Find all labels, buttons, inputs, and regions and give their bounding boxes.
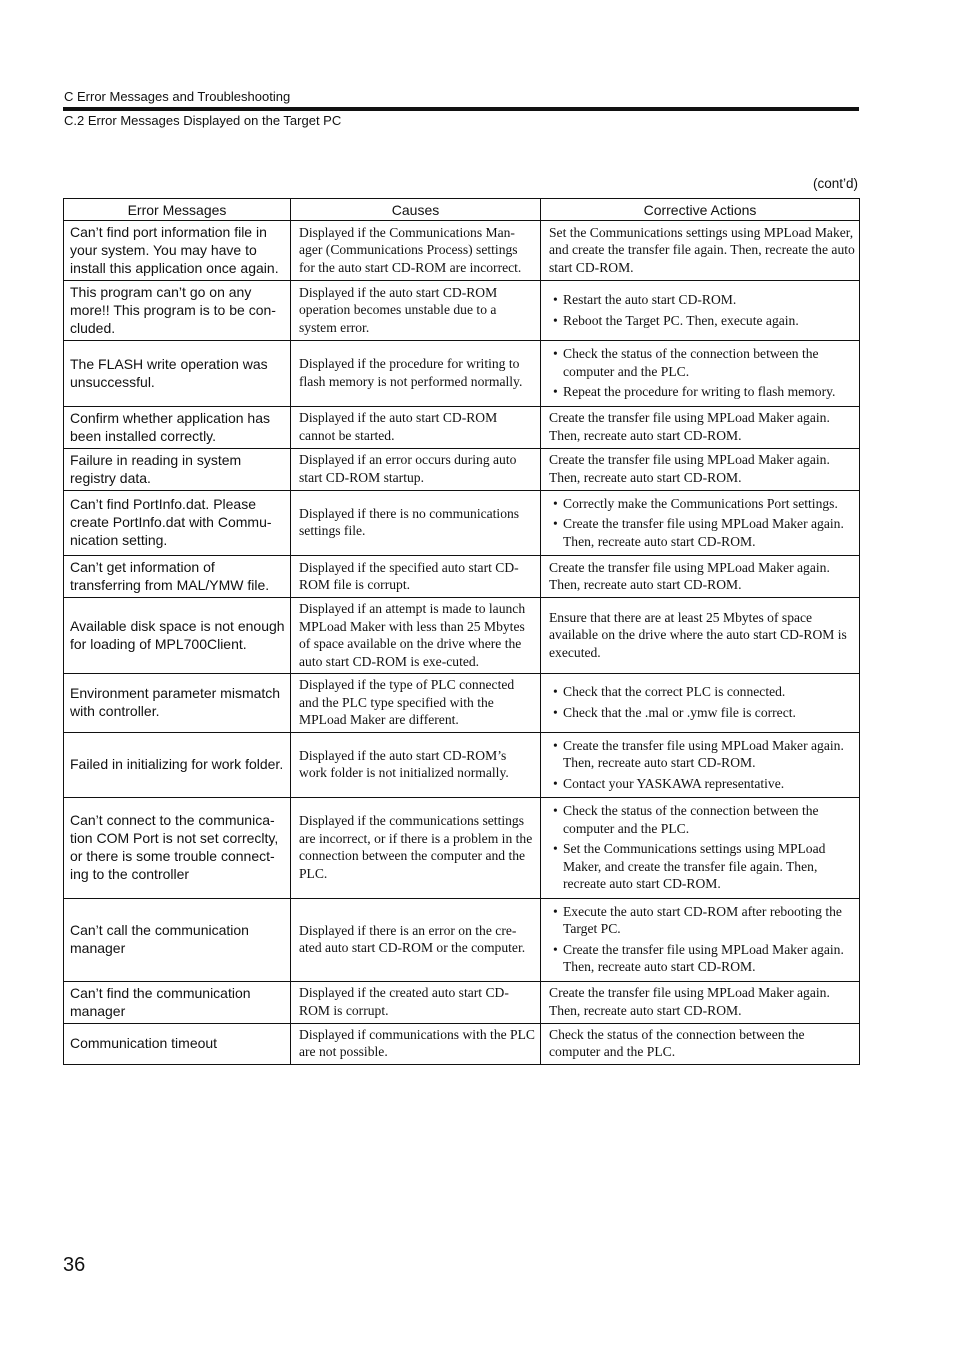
action-list-item: • Restart the auto start CD-ROM. [549,291,855,309]
table-row [64,674,860,733]
column-header-causes: Causes [291,199,541,221]
table-header-row [64,199,860,221]
action-list [549,737,855,793]
error-message-cell: Failure in reading in system registry data. [64,448,291,490]
cause-cell: Displayed if the specified auto start CD-ROM file is corrupt. [291,556,541,598]
corrective-action-cell: Set the Communications settings using MPLoad Maker, and create the transfer file again. Then, recreate the auto start CD-ROM. [541,221,860,281]
corrective-action-cell [541,281,860,341]
action-list-item: • Check that the .mal or .ymw file is correct. [549,704,855,722]
table-row [64,406,860,448]
action-list-item: • Check that the correct PLC is connected. [549,683,855,701]
table-row [64,1023,860,1064]
table-row [64,490,860,556]
error-message-cell: The FLASH write operation was unsuccessful. [64,341,291,407]
action-list-item: • Correctly make the Communications Port settings. [549,495,855,513]
error-message-cell: This program can’t go on any more!! This program is to be con-cluded. [64,281,291,341]
table-row [64,556,860,598]
error-message-cell: Communication timeout [64,1023,291,1064]
cause-cell: Displayed if the Communications Man-ager (Communications Process) settings for the auto start CD-ROM are incorrect. [291,221,541,281]
corrective-action-cell [541,798,860,899]
action-list-item: • Execute the auto start CD-ROM after rebooting the Target PC. [549,903,855,938]
error-message-cell: Environment parameter mismatch with controller. [64,674,291,733]
cause-cell: Displayed if the communications settings are incorrect, or if there is a problem in the connection between the computer and the PLC. [291,798,541,899]
corrective-action-cell: Ensure that there are at least 25 Mbytes of space available on the drive where the auto start CD-ROM is executed. [541,598,860,674]
action-list-item: • Check the status of the connection between the computer and the PLC. [549,345,855,380]
section-header: C.2 Error Messages Displayed on the Target PC [64,113,342,128]
error-messages-table [63,198,860,1065]
corrective-action-cell: Create the transfer file using MPLoad Maker again. Then, recreate auto start CD-ROM. [541,556,860,598]
error-message-cell: Can’t connect to the communica-tion COM Port is not set correclty, or there is some trouble connect-ing to the controller [64,798,291,899]
table-row [64,732,860,798]
continued-label: (cont’d) [812,176,858,191]
cause-cell: Displayed if the auto start CD-ROM operation becomes unstable due to a system error. [291,281,541,341]
action-list-item: • Create the transfer file using MPLoad Maker again. Then, recreate auto start CD-ROM. [549,515,855,550]
action-list [549,903,855,976]
action-list [549,802,855,893]
table-row [64,898,860,981]
cause-cell: Displayed if communications with the PLC are not possible. [291,1023,541,1064]
error-message-cell: Available disk space is not enough for loading of MPL700Client. [64,598,291,674]
table-row [64,981,860,1023]
action-list [549,291,855,329]
error-message-cell: Failed in initializing for work folder. [64,732,291,798]
error-message-cell: Can’t get information of transferring from MAL/YMW file. [64,556,291,598]
table-row [64,281,860,341]
action-list-item: • Create the transfer file using MPLoad Maker again. Then, recreate auto start CD-ROM. [549,737,855,772]
error-message-cell: Can’t call the communication manager [64,898,291,981]
error-message-cell: Can’t find the communication manager [64,981,291,1023]
table-row [64,798,860,899]
table-row [64,221,860,281]
action-list [549,683,855,721]
cause-cell: Displayed if there is an error on the cre-ated auto start CD-ROM or the computer. [291,898,541,981]
corrective-action-cell [541,732,860,798]
column-header-error-messages: Error Messages [64,199,291,221]
corrective-action-cell [541,674,860,733]
corrective-action-cell [541,490,860,556]
cause-cell: Displayed if there is no communications settings file. [291,490,541,556]
corrective-action-cell: Check the status of the connection between the computer and the PLC. [541,1023,860,1064]
header-rule [63,107,859,111]
error-message-cell: Can’t find port information file in your system. You may have to install this application once again. [64,221,291,281]
action-list [549,345,855,401]
action-list-item: • Contact your YASKAWA representative. [549,775,855,793]
cause-cell: Displayed if the created auto start CD-ROM is corrupt. [291,981,541,1023]
chapter-header: C Error Messages and Troubleshooting [64,89,291,104]
table-row [64,598,860,674]
error-message-cell: Confirm whether application has been installed correctly. [64,406,291,448]
corrective-action-cell [541,898,860,981]
cause-cell: Displayed if the procedure for writing to flash memory is not performed normally. [291,341,541,407]
cause-cell: Displayed if the type of PLC connected and the PLC type specified with the MPLoad Maker are different. [291,674,541,733]
corrective-action-cell: Create the transfer file using MPLoad Maker again. Then, recreate auto start CD-ROM. [541,981,860,1023]
corrective-action-cell [541,341,860,407]
table-row [64,448,860,490]
action-list-item: • Reboot the Target PC. Then, execute again. [549,312,855,330]
error-message-cell: Can’t find PortInfo.dat. Please create PortInfo.dat with Commu-nication setting. [64,490,291,556]
table-row [64,341,860,407]
action-list-item: • Check the status of the connection between the computer and the PLC. [549,802,855,837]
page-number: 36 [63,1254,86,1276]
cause-cell: Displayed if the auto start CD-ROM’s work folder is not initialized normally. [291,732,541,798]
action-list-item: • Create the transfer file using MPLoad Maker again. Then, recreate auto start CD-ROM. [549,941,855,976]
action-list-item: • Set the Communications settings using MPLoad Maker, and create the transfer file again. Then, recreate auto start CD-ROM. [549,840,855,893]
action-list [549,495,855,551]
corrective-action-cell: Create the transfer file using MPLoad Maker again. Then, recreate auto start CD-ROM. [541,448,860,490]
column-header-corrective-actions: Corrective Actions [541,199,860,221]
cause-cell: Displayed if an attempt is made to launch MPLoad Maker with less than 25 Mbytes of space available on the drive where the auto start CD-ROM is exe-cuted. [291,598,541,674]
cause-cell: Displayed if an error occurs during auto start CD-ROM startup. [291,448,541,490]
cause-cell: Displayed if the auto start CD-ROM cannot be started. [291,406,541,448]
action-list-item: • Repeat the procedure for writing to flash memory. [549,383,855,401]
corrective-action-cell: Create the transfer file using MPLoad Maker again. Then, recreate auto start CD-ROM. [541,406,860,448]
